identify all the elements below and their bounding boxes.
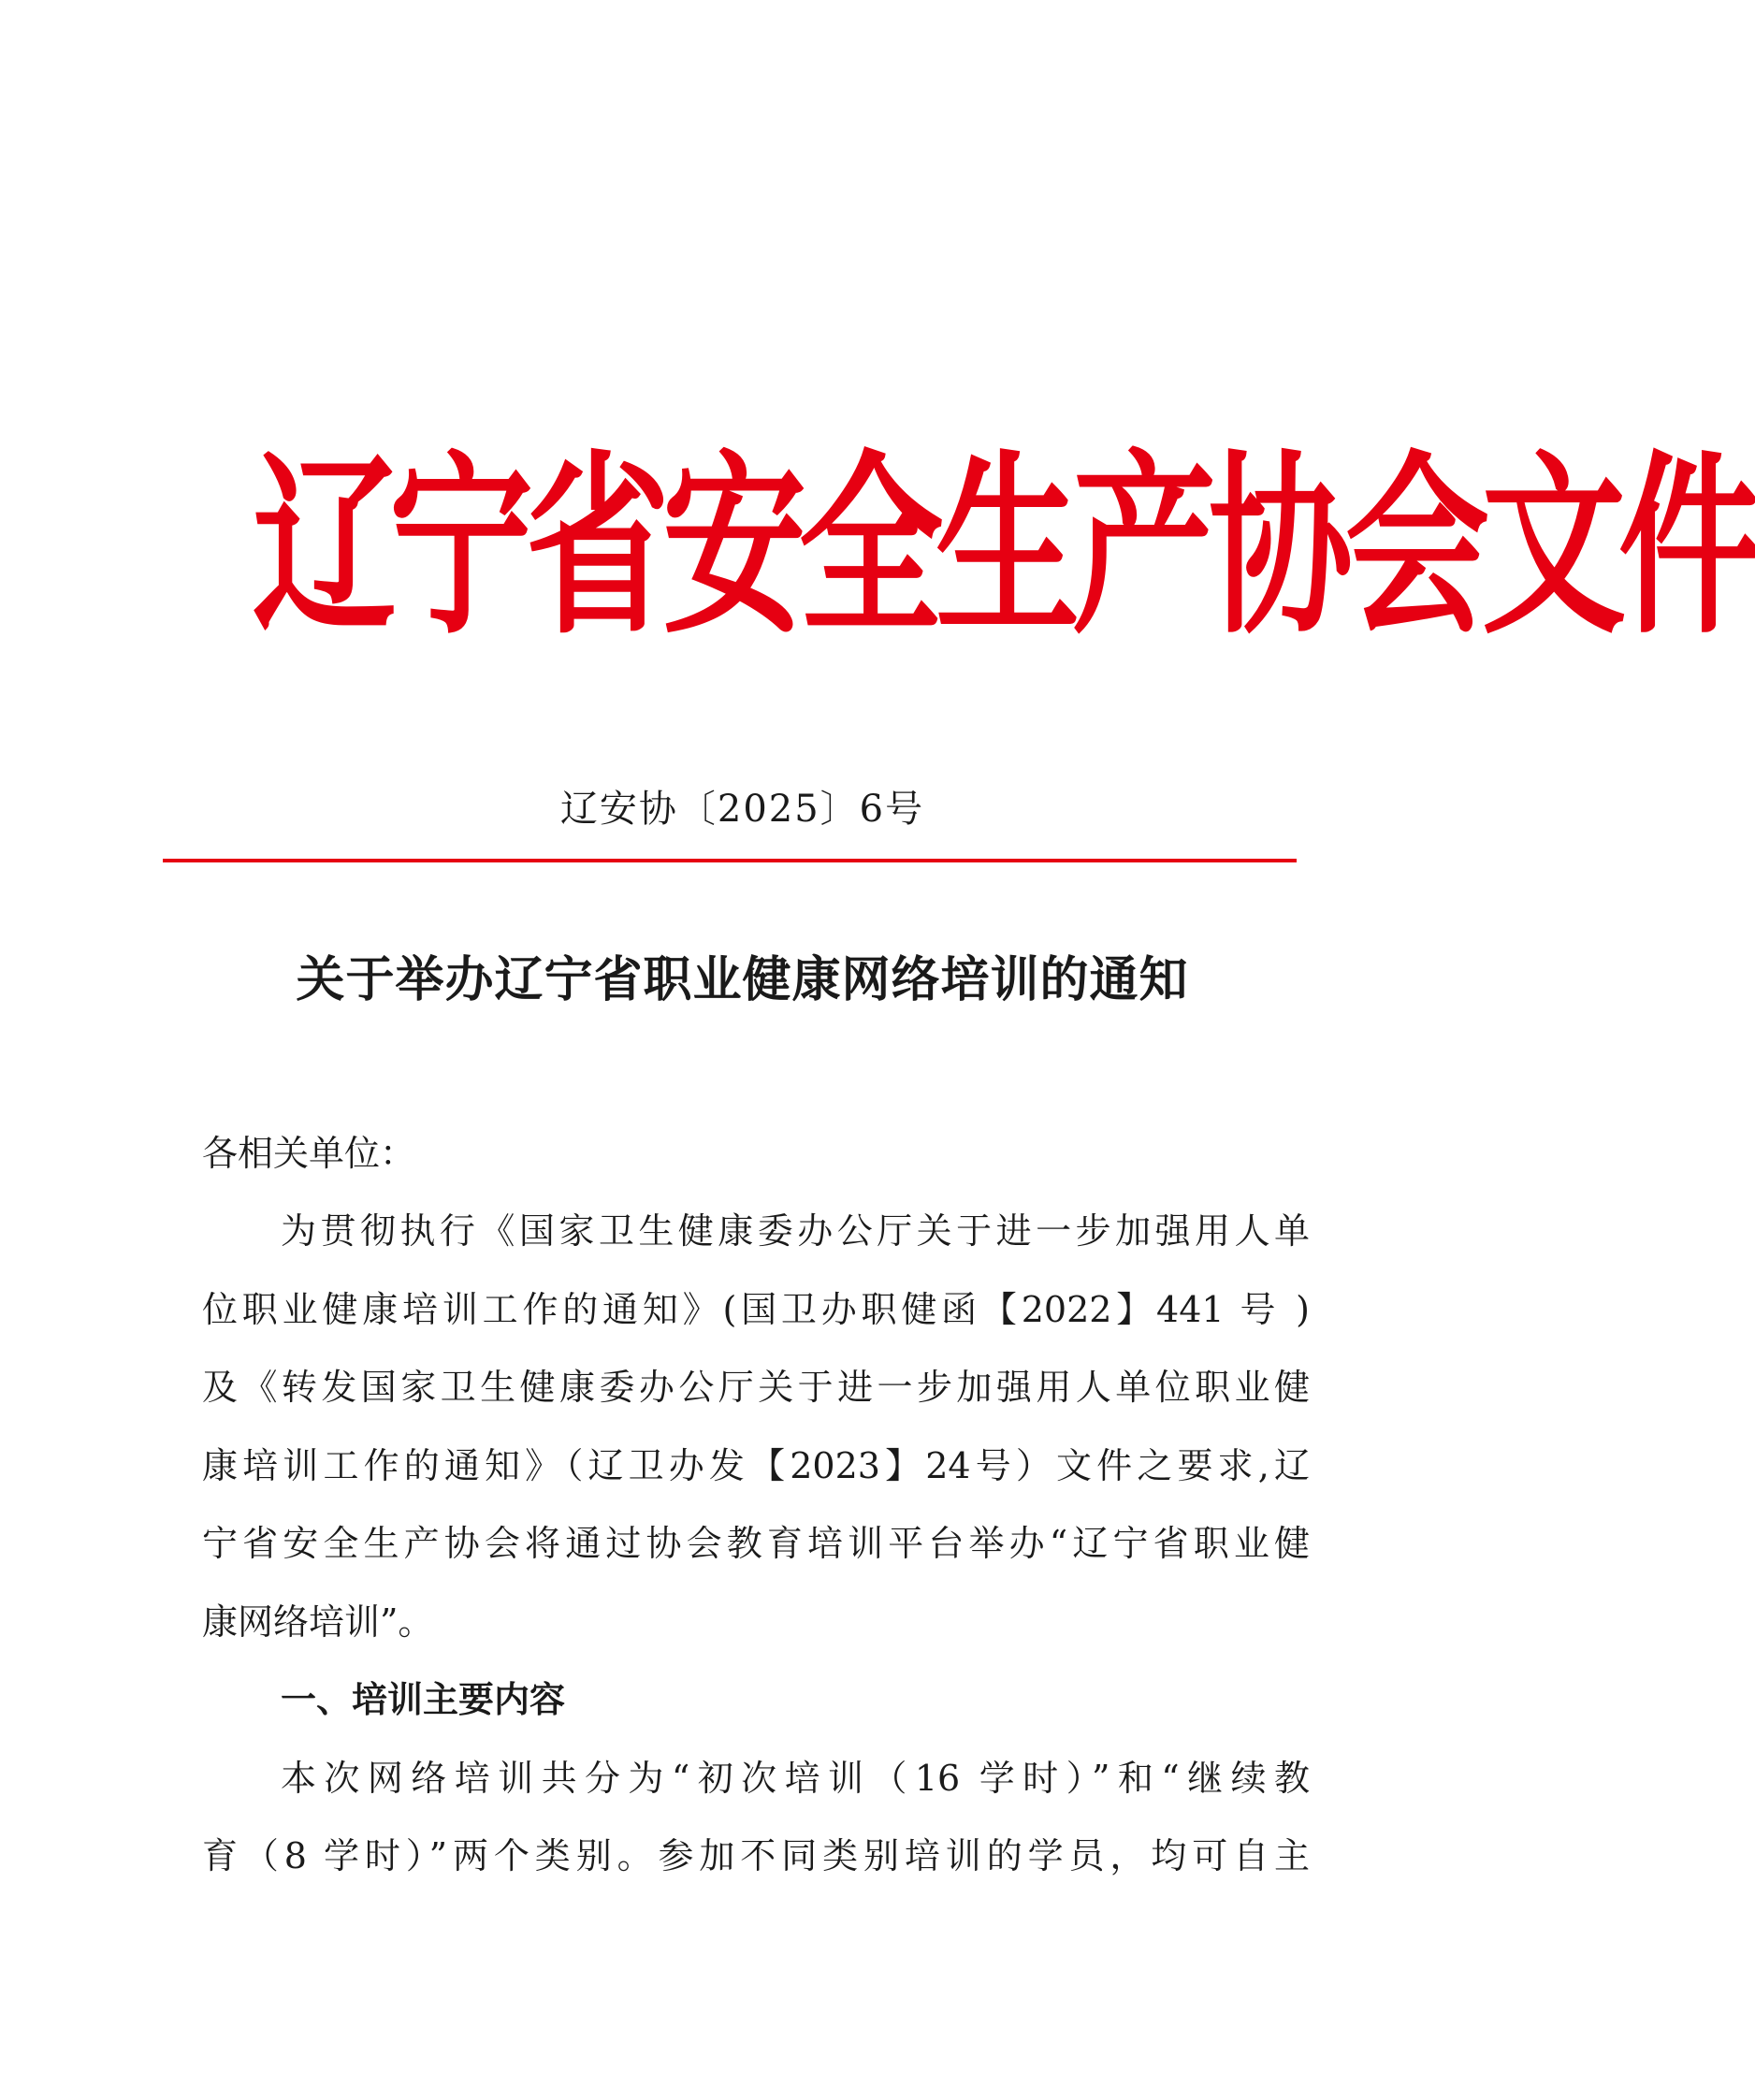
masthead-title: 辽宁省安全生产协会文件 [253, 432, 1755, 661]
paragraph-line: 康培训工作的通知》（辽卫办发【2023】24号）文件之要求,辽 [202, 1445, 1310, 1486]
red-divider-line [163, 859, 1297, 862]
paragraph-line: 本次网络培训共分为“初次培训（16 学时）”和“继续教 [281, 1758, 1310, 1799]
paragraph-line: 育（8 学时）”两个类别。参加不同类别培训的学员，均可自主 [202, 1835, 1310, 1876]
document-number: 辽安协〔2025〕6号 [559, 788, 925, 831]
paragraph-line: 康网络培训”。 [202, 1601, 434, 1643]
paragraph-line: 为贯彻执行《国家卫生健康委办公厅关于进一步加强用人单 [281, 1210, 1310, 1252]
paragraph-line: 及《转发国家卫生健康委办公厅关于进一步加强用人单位职业健 [202, 1367, 1310, 1408]
paragraph-line: 位职业健康培训工作的通知》(国卫办职健函【2022】441 号 ) [202, 1289, 1310, 1330]
section-heading: 一、培训主要内容 [281, 1678, 566, 1720]
notice-title: 关于举办辽宁省职业健康网络培训的通知 [296, 951, 1189, 1008]
paragraph-line: 宁省安全生产协会将通过协会教育培训平台举办“辽宁省职业健 [202, 1523, 1310, 1564]
salutation: 各相关单位： [202, 1133, 416, 1174]
